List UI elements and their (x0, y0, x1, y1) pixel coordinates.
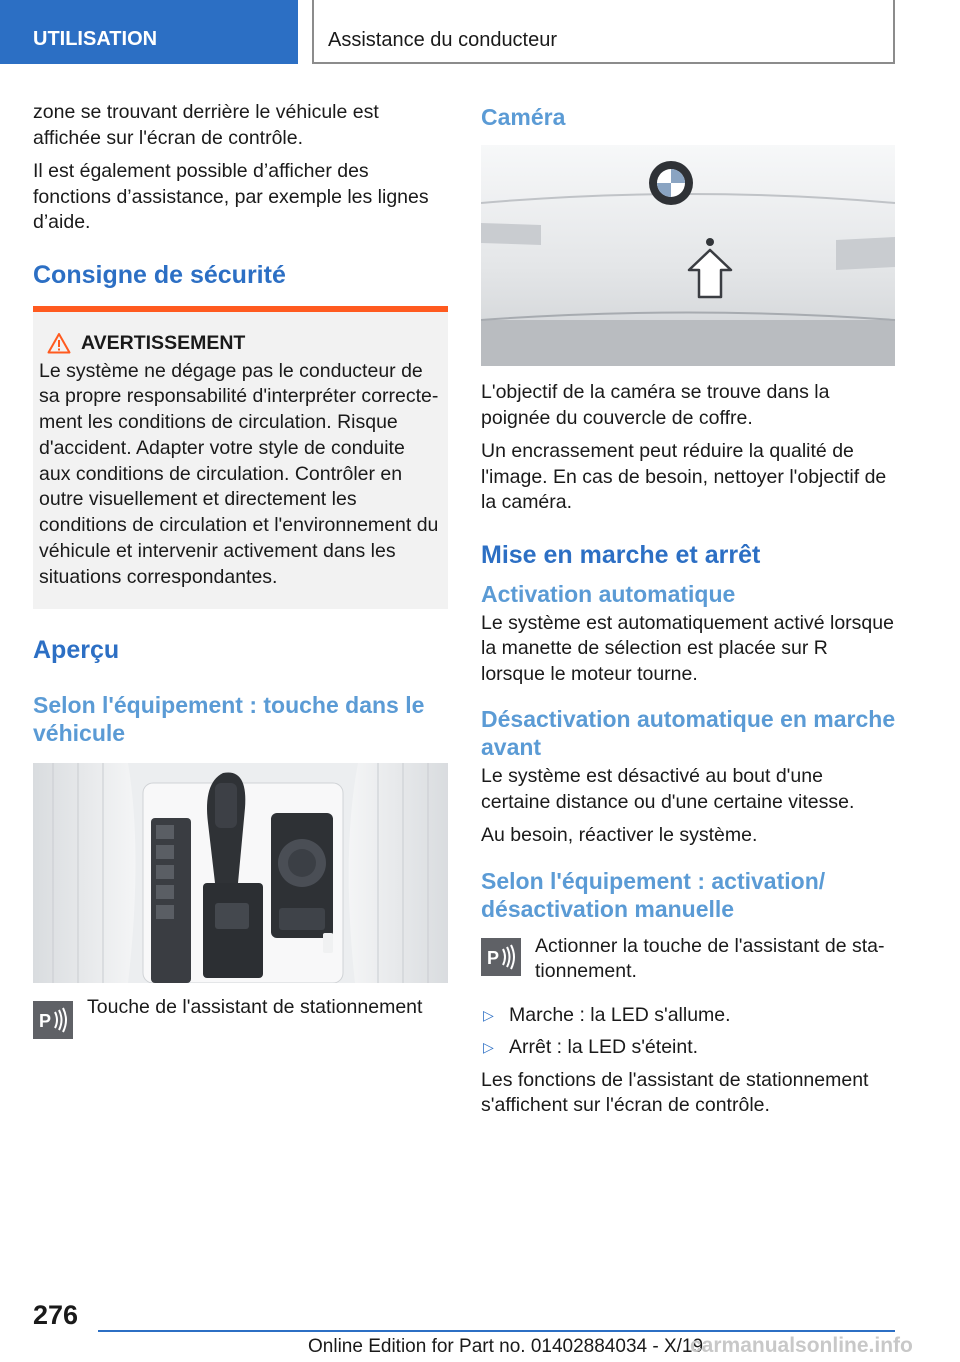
list-item-text: Arrêt : la LED s'éteint. (509, 1036, 699, 1058)
camera-paragraph-1: L'objectif de la caméra se trouve dans la poignée du couvercle de coffre. (481, 381, 830, 429)
on-off-heading: Mise en marche et arrêt (481, 540, 761, 569)
led-status-list (481, 1003, 896, 1061)
triangle-bullet-icon: ▷ (483, 1006, 494, 1023)
intro-paragraph-1: zone se trouvant derrière le véhicule est affichée sur l'écran de contrôle. (33, 101, 379, 149)
warning-text: Le système ne dégage pas le conducteur de sa propre responsabilité d'interpréter correctement les conditions de circulation. Risque d'accident. Adapter votre style de conduite aux conditions de circulation. Contrôler en outre visuellement et directement les conditions de circulation et l'environnement du véhicule et intervenir activement dans les situations correspondantes. (39, 359, 439, 588)
button-caption: Touche de l'assistant de stationnement (87, 995, 423, 1018)
edition-text: Online Edition for Part no. 01402884034 - X/19 (308, 1336, 704, 1357)
auto-activation-heading: Activation automatique (481, 580, 736, 607)
intro-paragraph-2: Il est également possible d’afficher des fonctions d’assistance, par exemple les lignes d’aide. (33, 160, 429, 233)
rear-camera-photo (481, 145, 895, 366)
safety-heading: Consigne de sécurité (33, 260, 286, 289)
list-item-text: Marche : la LED s'allume. (509, 1003, 731, 1026)
equipment-button-heading: Selon l'équipement : touche dans le véhicule (33, 691, 425, 746)
auto-deactivation-text: Le système est désactivé au bout d'une certaine distance ou d'une certaine vitesse. (481, 765, 855, 813)
svg-text:P: P (487, 947, 500, 968)
list-item (481, 1003, 896, 1029)
svg-text:P: P (39, 1010, 52, 1031)
camera-heading: Caméra (481, 104, 566, 130)
auto-activation-text: Le système est automatiquement activé lorsque la manette de sélection est placée sur R lorsque le moteur tourne. (481, 611, 894, 685)
section-tab: UTILISATION (0, 0, 298, 64)
warning-triangle-icon (47, 332, 71, 354)
chapter-title: Assistance du conducteur (312, 0, 895, 64)
footer-rule (98, 1330, 895, 1332)
warning-title-row (39, 332, 440, 355)
manual-activation-heading: Selon l'équipement : activation/ désactivation manuelle (481, 867, 826, 922)
manual-caption: Actionner la touche de l'assistant de stationnement. (535, 934, 885, 982)
watermark: carmanualsonline.info (690, 1334, 913, 1357)
park-distance-control-icon (33, 1001, 73, 1039)
auto-deactivation-heading: Désactivation automatique en marche avant (481, 706, 896, 760)
left-column (33, 100, 448, 1039)
button-caption-row (33, 995, 448, 1039)
overview-heading: Aperçu (33, 635, 120, 664)
closing-paragraph: Les fonctions de l'assistant de stationnement s'affichent sur l'écran de contrôle. (481, 1068, 869, 1116)
list-item (481, 1035, 896, 1061)
warning-box (33, 312, 448, 609)
triangle-bullet-icon: ▷ (483, 1039, 494, 1055)
page-number: 276 (33, 1300, 79, 1330)
park-distance-control-icon (481, 938, 521, 976)
manual-caption-row (481, 934, 896, 985)
right-column (481, 100, 896, 1127)
warning-title: AVERTISSEMENT (81, 331, 246, 354)
camera-paragraph-2: Un encrassement peut réduire la qualité de l'image. En cas de besoin, nettoyer l'objectif de la caméra. (481, 440, 887, 513)
center-console-photo (33, 763, 448, 983)
reactivate-text: Au besoin, réactiver le système. (481, 824, 758, 846)
